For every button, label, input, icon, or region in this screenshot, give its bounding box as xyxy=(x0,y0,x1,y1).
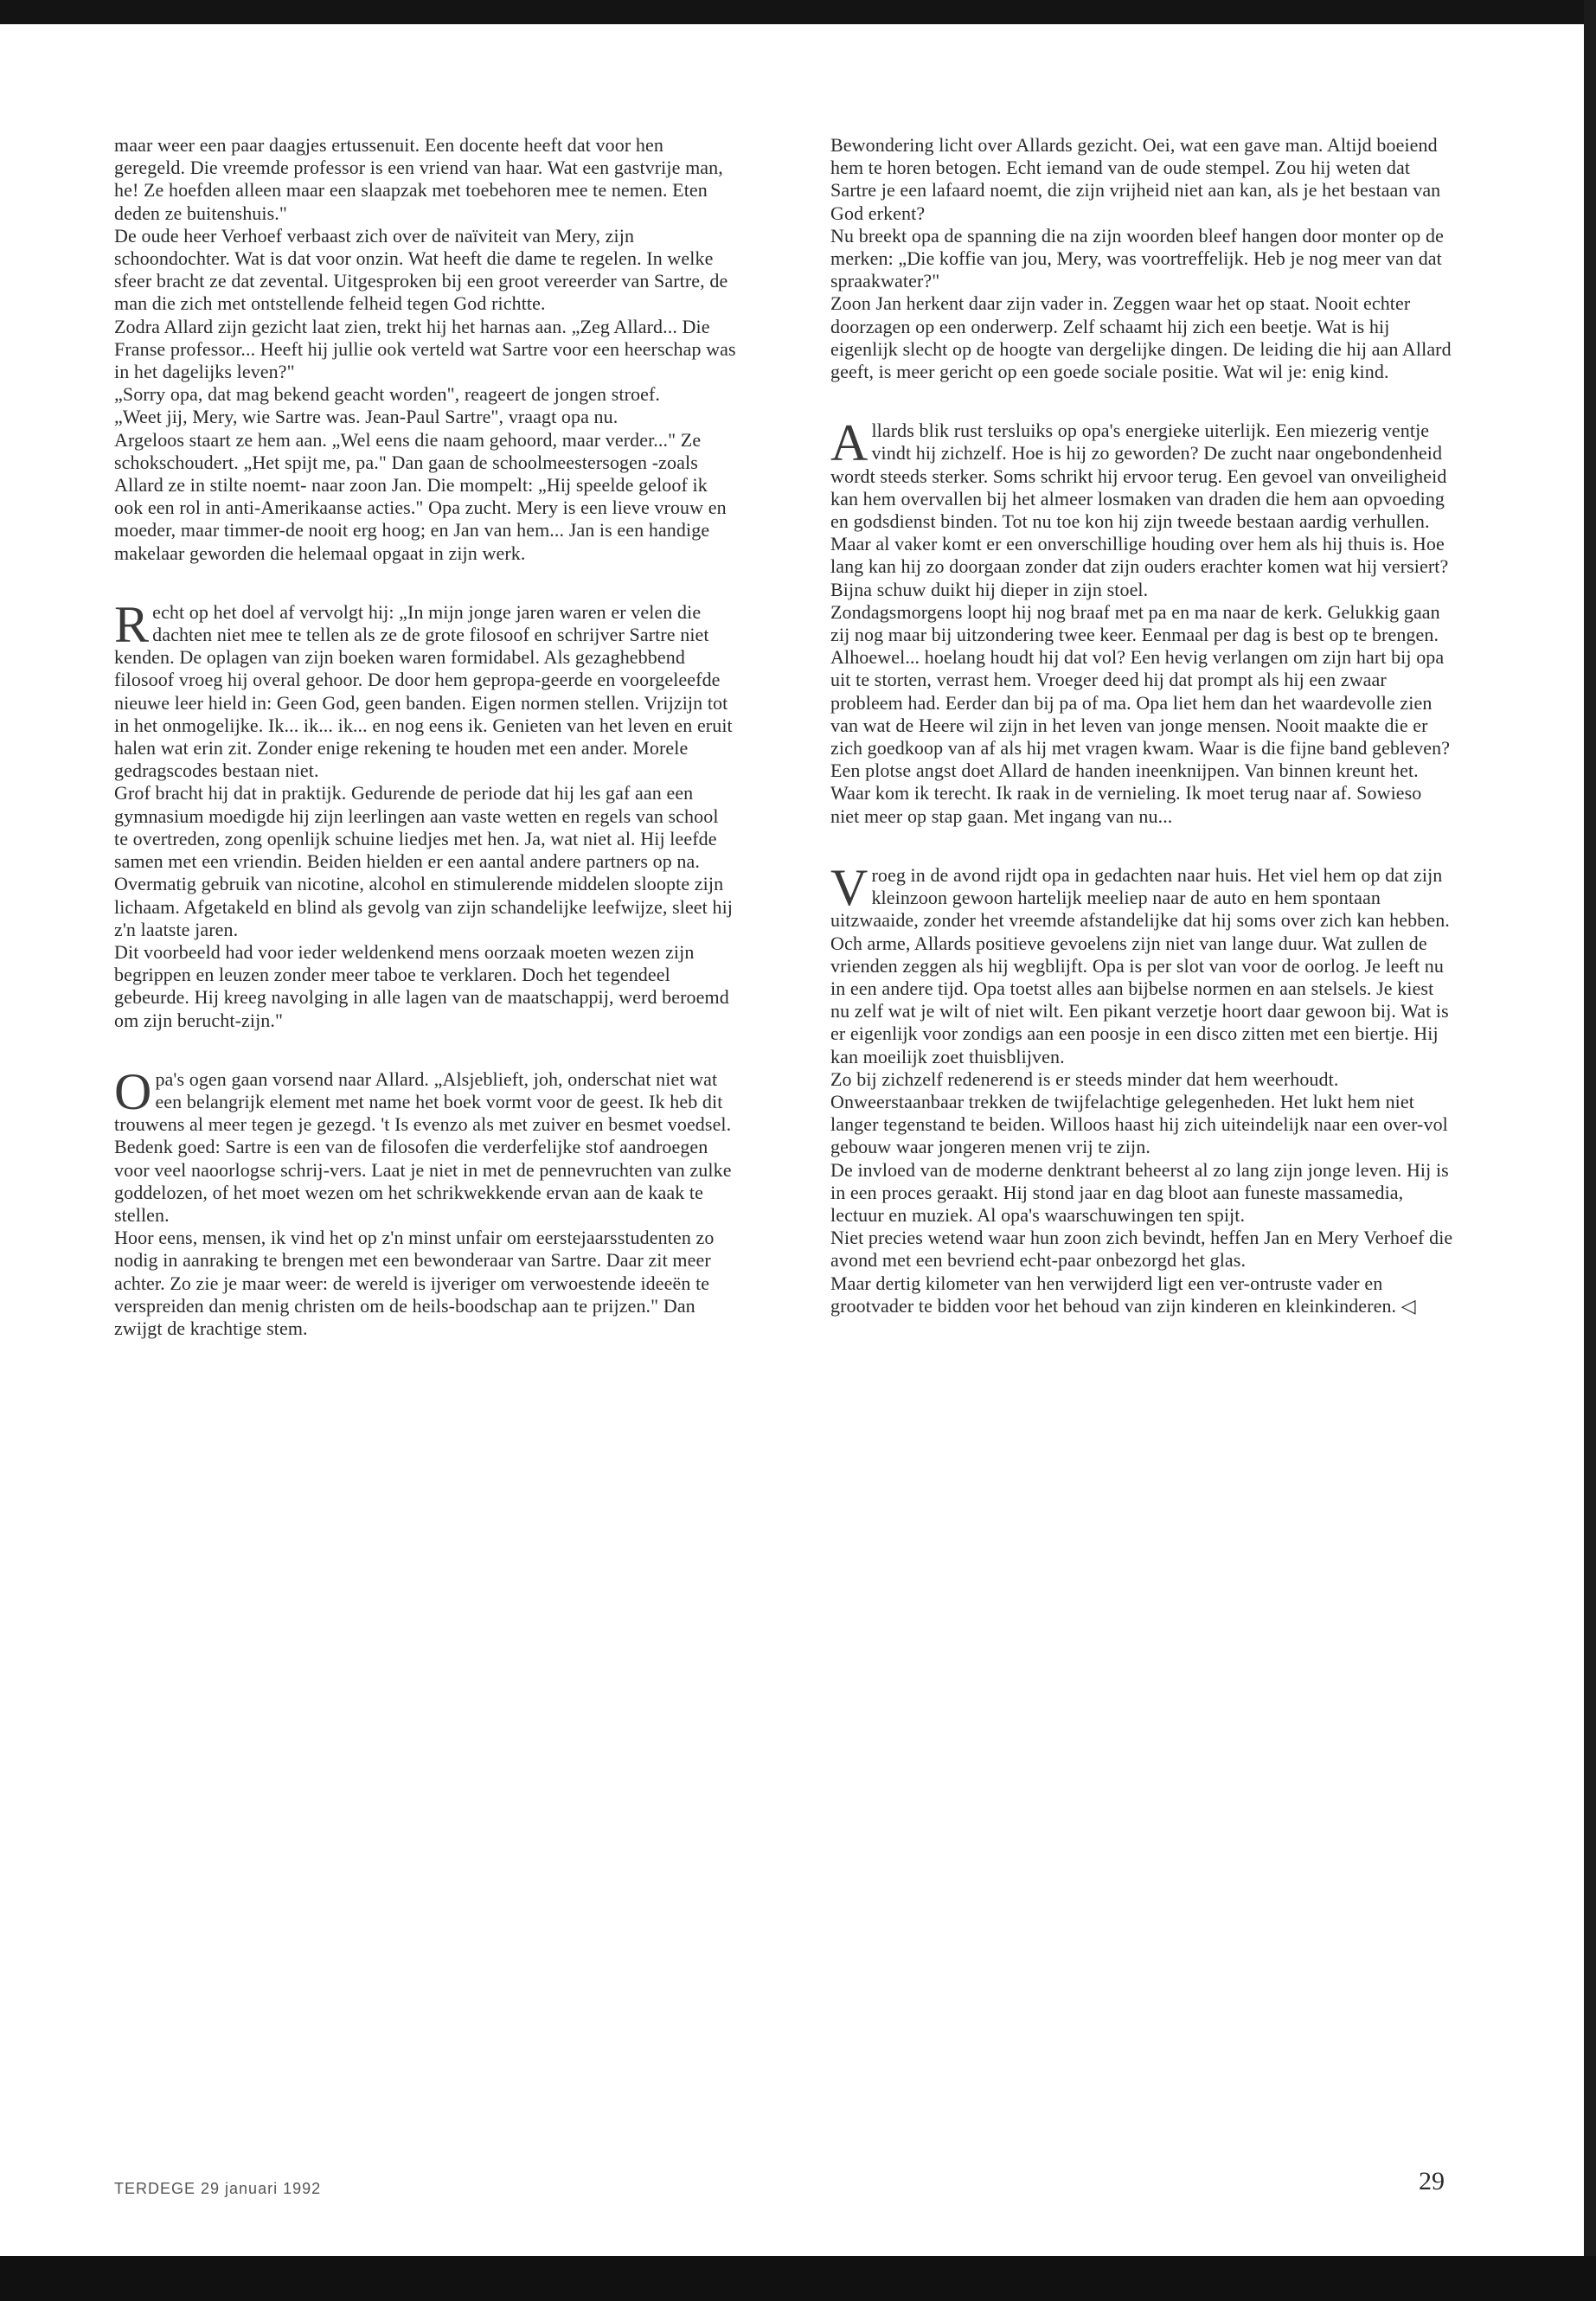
paragraph: „Sorry opa, dat mag bekend geacht worden", reageert de jongen stroef. xyxy=(114,383,661,406)
paragraph: Nu breekt opa de spanning die na zijn woorden bleef hangen door monter op de merken: „Die koffie van jou, Mery, was voortreffelijk. Heb je nog meer van dat spraakwater?" xyxy=(830,224,1444,292)
section-opa xyxy=(114,1062,737,1340)
page-number: 29 xyxy=(1419,2167,1445,2195)
paragraph-text: roeg in de avond rijdt opa in gedachten naar huis. Het viel hem op dat zijn kleinzoon gewoon hartelijk meeliep naar de auto en hem spontaan uitzwaaide, zonder het vreemde afstandelijke dat hij soms over zich kan hebben. Och arme, Allards positieve gevoelens zijn niet van lange duur. Wat zullen de vrienden zeggen als hij wegblijft. Opa is per slot van voor de oorlog. Je leeft nu in een andere tijd. Opa toetst alles aan bijbelse normen en aan stelsels. Je kiest nu zelf wat je wilt of niet wilt. Een pikant verzetje hoort daar gewoon bij. Wat is er eigenlijk voor zondigs aan een poosje in een disco zitten met een biertje. Hij kan moeilijk zoet thuisblijven. xyxy=(830,863,1450,1067)
paragraph: Zoon Jan herkent daar zijn vader in. Zeggen waar het op staat. Nooit echter doorzagen op een onderwerp. Zelf schaamt hij zich een beetje. Wat is hij eigenlijk slecht op de hoogte van dergelijke dingen. De leiding die hij aan Allard geeft, is meer gericht op een goede sociale positie. Wat wil je: enig kind. xyxy=(830,292,1452,383)
paragraph-text: pa's ogen gaan vorsend naar Allard. „Alsjeblieft, joh, onderschat niet wat een belangrijk element met name het boek vormt voor de geest. Ik heb dit trouwens al meer tegen je gezegd. 't Is evenzo als met zuiver en besmet voedsel. Bedenk goed: Sartre is een van de filosofen die verderfelijke stof aandroegen voor veel naoorlogse schrij-vers. Laat je niet in met de pennevruchten van zulke goddelozen, of het moet wezen om het schrikwekkende ervan aan de kaak te stellen. xyxy=(114,1067,732,1226)
paragraph xyxy=(830,858,1453,1068)
paragraph: Argeloos staart ze hem aan. „Wel eens die naam gehoord, maar verder..." Ze schokschoudert. „Het spijt me, pa." Dan gaan de schoolmeestersogen -zoals Allard ze in stilte noemt- naar zoon Jan. Die mompelt: „Hij speelde geloof ik ook een rol in anti-Amerikaanse acties." Opa zucht. Mery is een lieve vrouw en moeder, maar timmer-de nooit erg hoog; en Jan van hem... Jan is een handige makelaar geworden die helemaal opgaat in zijn werk. xyxy=(114,428,727,564)
right-column xyxy=(830,134,1453,1317)
publication-footer: TERDEGE 29 januari 1992 xyxy=(114,2180,322,2197)
paragraph: Maar dertig kilometer van hen verwijderd ligt een ver-ontruste vader en grootvader te bidden voor het behoud van zijn kinderen en kleinkinderen. ◁ xyxy=(830,1272,1416,1317)
drop-cap: A xyxy=(830,414,869,472)
paragraph xyxy=(114,595,737,783)
paragraph: Niet precies wetend waar hun zoon zich bevindt, heffen Jan en Mery Verhoef die avond met een bevriend echt-paar onbezorgd het glas. xyxy=(830,1227,1453,1272)
left-column xyxy=(114,134,737,1340)
drop-cap: V xyxy=(830,858,869,916)
section-vroeg xyxy=(830,858,1453,1317)
section-allards xyxy=(830,414,1453,828)
paragraph: Dit voorbeeld had voor ieder weldenkend mens oorzaak moeten wezen zijn begrippen en leuzen zonder meer taboe te verklaren. Doch het tegendeel gebeurde. Hij kreeg navolging in alle lagen van de maatschappij, werd beroemd om zijn berucht-zijn." xyxy=(114,940,729,1031)
paragraph: maar weer een paar daagjes ertussenuit. Een docente heeft dat voor hen geregeld. Die vreemde professor is een vriend van haar. Wat een gastvrije man, he! Ze hoefden alleen maar een slaapzak met toebehoren mee te nemen. Eten deden ze buitenshuis." xyxy=(114,134,723,224)
paragraph-text: llards blik rust tersluiks op opa's energieke uiterlijk. Een miezerig ventje vindt hij zichzelf. Hoe is hij zo geworden? De zucht naar ongebondenheid wordt steeds sterker. Soms schrikt hij ervoor terug. Een gevoel van onveiligheid kan hem overvallen bij het almeer losmaken van draden die hem aan opvoeding en godsdienst binden. Tot nu toe kon hij zijn tweede bestaan aardig verhullen. Maar al vaker komt er een onverschillige houding over hem als hij thuis is. Hoe lang kan hij zo doorgaan zonder dat zijn ouders erachter komen wat hij versiert? Bijna schuw duikt hij dieper in zijn stoel. xyxy=(830,420,1449,600)
paragraph: De invloed van de moderne denktrant beheerst al zo lang zijn jonge leven. Hij is in een proces geraakt. Hij stond jaar en dag bloot aan funeste massamedia, lectuur en muziek. Al opa's waarschuwingen ten spijt. xyxy=(830,1158,1449,1226)
paragraph: Een plotse angst doet Allard de handen ineenknijpen. Van binnen kreunt het. Waar kom ik terecht. Ik raak in de vernieling. Ik moet terug naar af. Sowieso niet meer op stap gaan. Met ingang van nu... xyxy=(830,760,1422,827)
paragraph-text: echt op het doel af vervolgt hij: „In mijn jonge jaren waren er velen die dachten niet mee te tellen als ze de grote filosoof en schrijver Sartre niet kenden. De oplagen van zijn boeken waren formidabel. Als gezaghebbend filosoof vroeg hij overal gehoor. De door hem gepropa-geerde en voorgeleefde nieuwe leer hield in: Geen God, geen banden. Eigen normen stellen. Vrijzijn tot in het onmogelijke. Ik... ik... ik... en nog eens ik. Genieten van het leven en eruit halen wat erin zit. Zonder enige rekening te houden met een ander. Morele gedragscodes bestaan niet. xyxy=(114,600,733,782)
paragraph xyxy=(114,1062,737,1227)
paragraph: Zondagsmorgens loopt hij nog braaf met pa en ma naar de kerk. Gelukkig gaan zij nog maar bij uitzondering twee keer. Eenmaal per dag is best op te brengen. Alhoewel... hoelang houdt hij dat vol? Een hevig verlangen om zijn hart bij opa uit te storten, verrast hem. Vroeger deed hij dat prompt als hij een zwaar probleem had. Eerder dan bij pa of ma. Opa liet hem dan het waardevolle zien van wat de Heere wil zijn in het leven van jonge mensen. Nooit maakte die er zich goedkoop van af als hij met vragen kwam. Waar is die fijne band gebleven? xyxy=(830,600,1451,760)
paragraph: „Weet jij, Mery, wie Sartre was. Jean-Paul Sartre", vraagt opa nu. xyxy=(114,406,619,428)
paragraph: Zo bij zichzelf redenerend is er steeds minder dat hem weerhoudt. Onweerstaanbaar trekken de twijfelachtige gelegenheden. Het lukt hem niet langer tegenstand te beiden. Willoos haast hij zich uiteindelijk naar een over-vol gebouw waar jongeren menen vrij te zijn. xyxy=(830,1067,1448,1158)
paragraph: De oude heer Verhoef verbaast zich over de naïviteit van Mery, zijn schoondochter. Wat is dat voor onzin. Wat heeft die dame te regelen. In welke sfeer bracht ze dat zevental. Uitgesproken bij een groot vereerder van Sartre, de man die zich met ontstellende felheid tegen God richtte. xyxy=(114,224,728,315)
section-recht xyxy=(114,595,737,1032)
scan-border-top xyxy=(0,0,1596,24)
scan-border-bottom xyxy=(0,2256,1596,2301)
paragraph: Bewondering licht over Allards gezicht. Oei, wat een gave man. Altijd boeiend hem te horen betogen. Echt iemand van de oude stempel. Zou hij weten dat Sartre je een lafaard noemt, die zijn vrijheid niet aan kan, als je het bestaan van God erkent? xyxy=(830,134,1441,224)
scan-border-right xyxy=(1584,0,1596,2301)
paragraph: Hoor eens, mensen, ik vind het op z'n minst unfair om eerstejaarsstudenten zo nodig in aanraking te brengen met een bewonderaar van Sartre. Daar zit meer achter. Zo zie je maar weer: de wereld is ijveriger om verwoestende ideeën te verspreiden dan menig christen om de heils-boodschap aan te prijzen." Dan zwijgt de krachtige stem. xyxy=(114,1227,715,1339)
paragraph xyxy=(830,414,1453,601)
paragraph: Grof bracht hij dat in praktijk. Gedurende de periode dat hij les gaf aan een gymnasium moedigde hij zijn leerlingen aan vaste wetten en regels van school te overtreden, zong openlijk schuine liedjes met hen. Ja, wat niet al. Hij leefde samen met een vriendin. Beiden hielden er een aantal andere partners op na. Overmatig gebruik van nicotine, alcohol en stimulerende middelen sloopte zijn lichaam. Afgetakeld en blind als gevolg van zijn schandelijke leefwijze, sleet hij z'n laatste jaren. xyxy=(114,782,734,940)
paragraph: Zodra Allard zijn gezicht laat zien, trekt hij het harnas aan. „Zeg Allard... Die Franse professor... Heeft hij jullie ook verteld wat Sartre voor een heerschap was in het dagelijks leven?" xyxy=(114,315,736,383)
drop-cap: O xyxy=(114,1062,152,1120)
drop-cap: R xyxy=(114,595,150,653)
